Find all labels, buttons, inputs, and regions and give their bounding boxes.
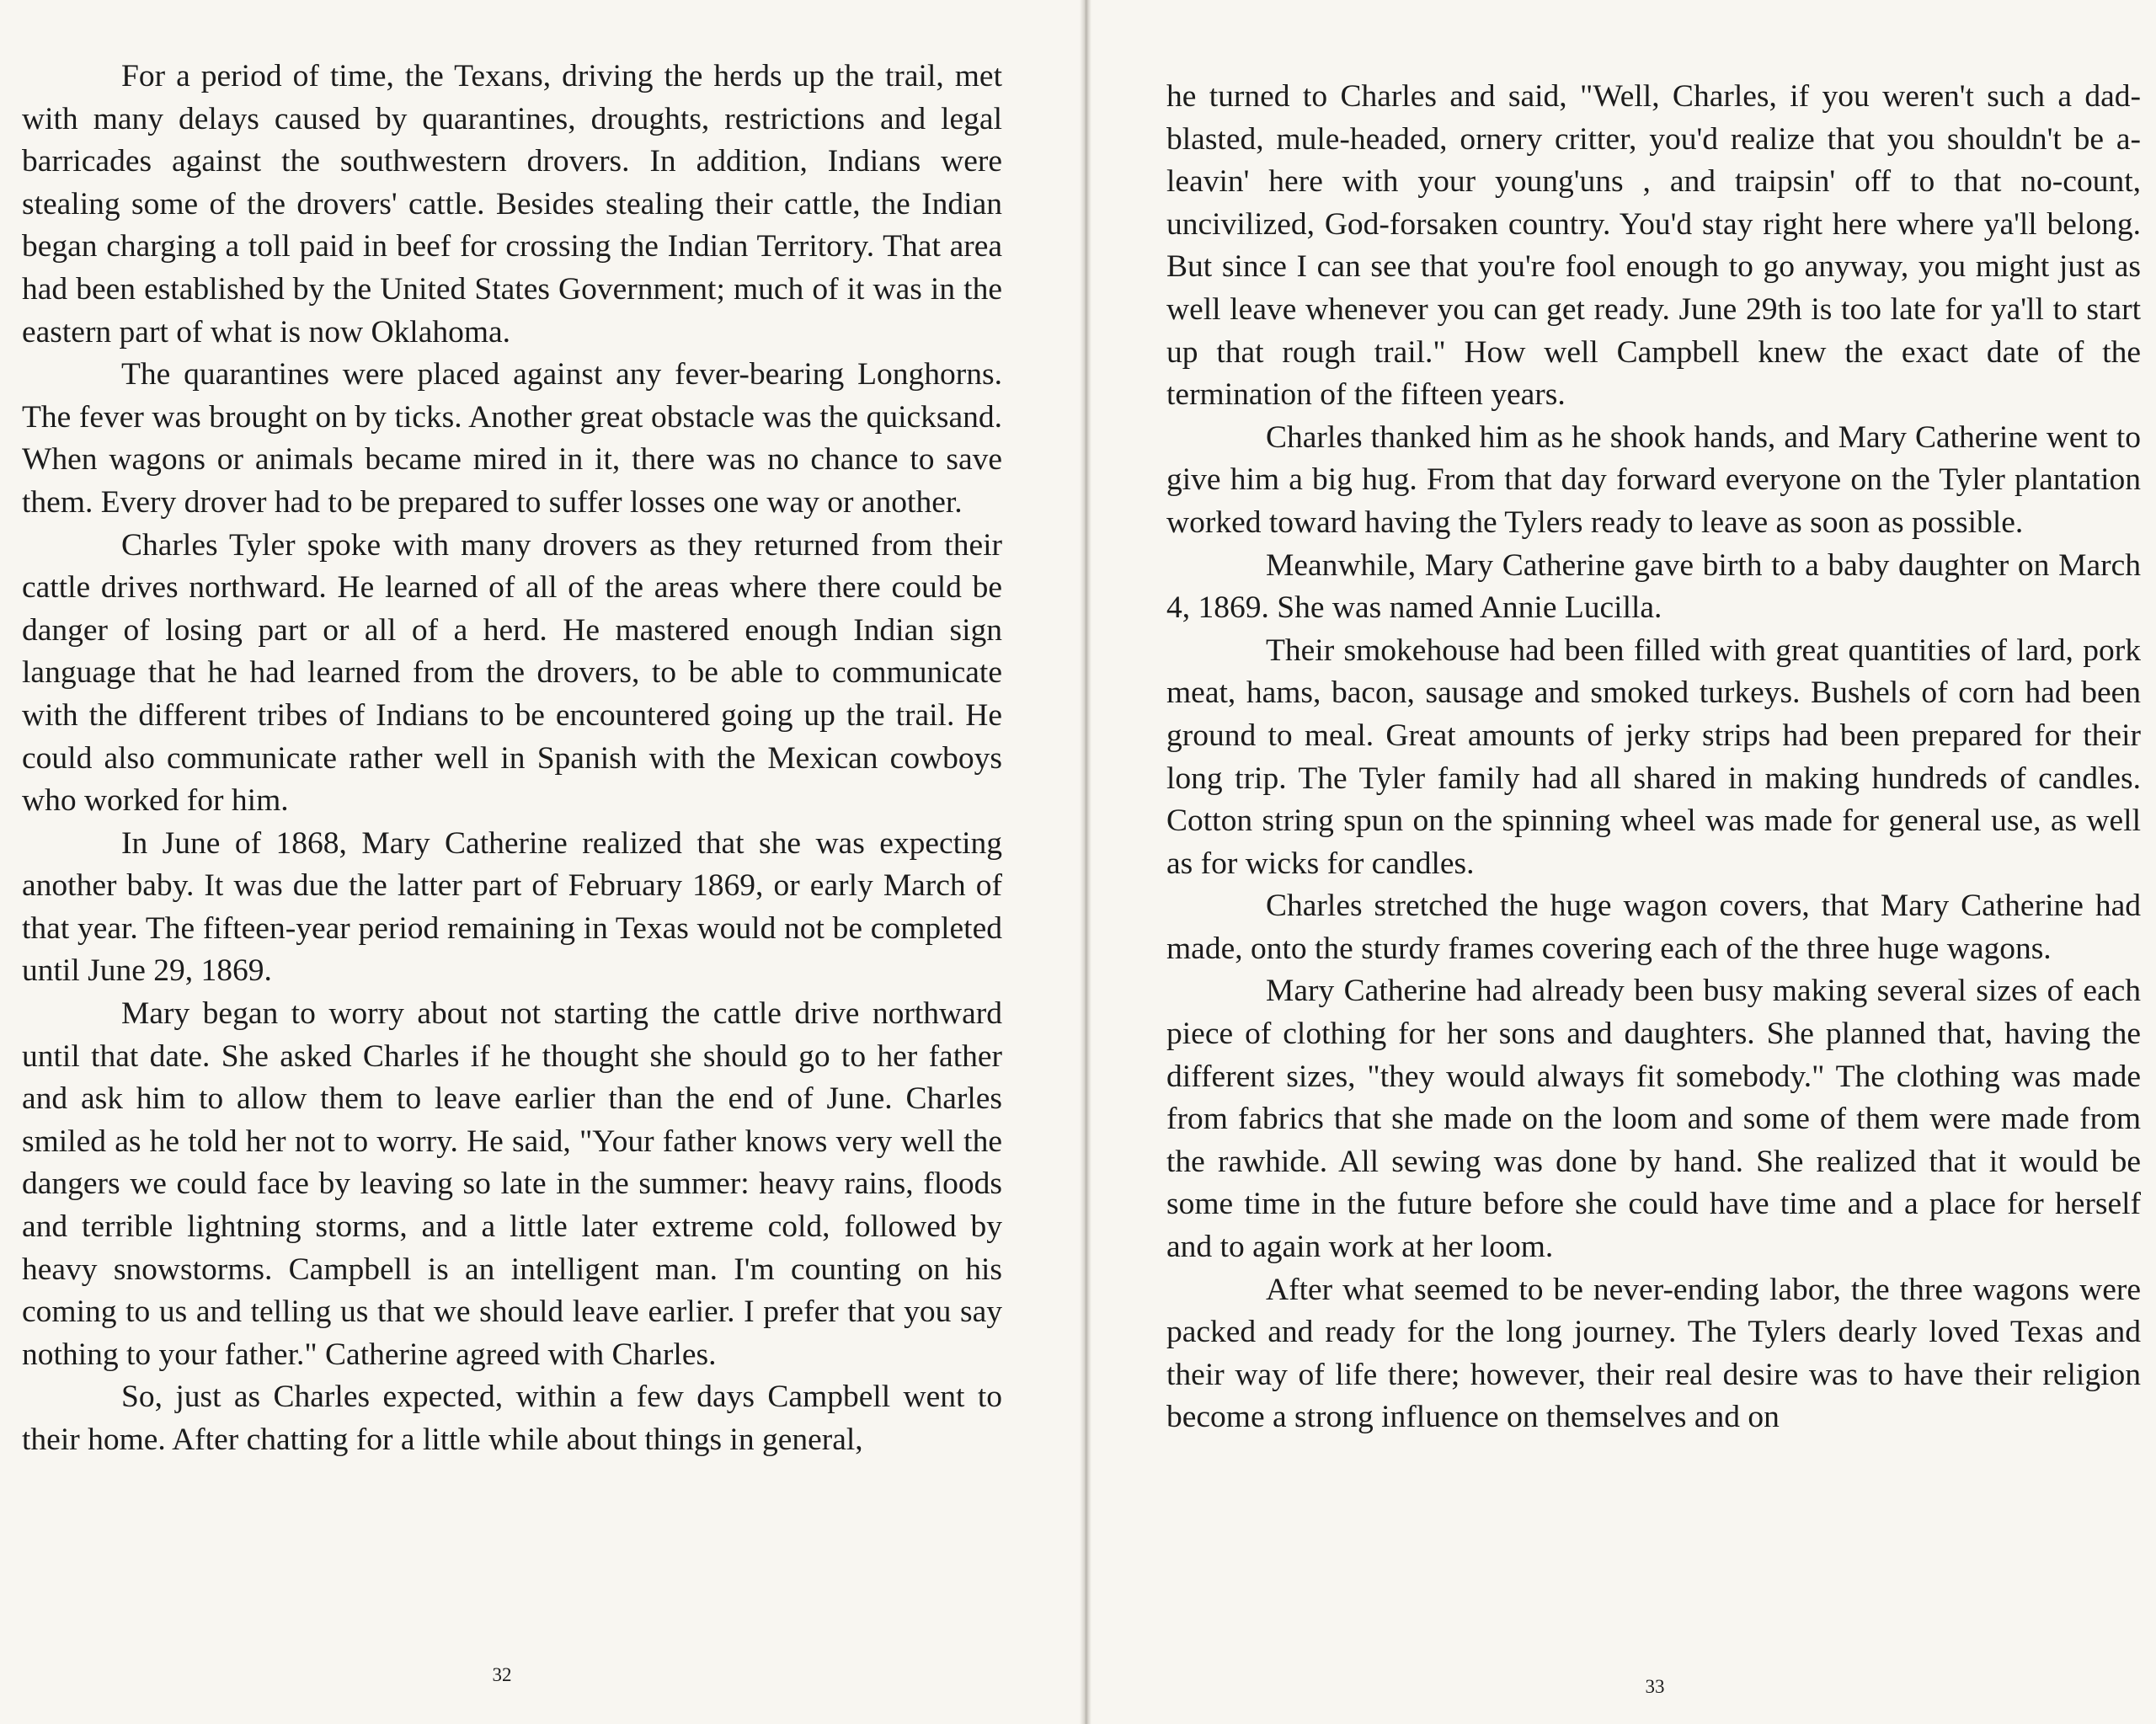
right-page xyxy=(1091,0,2156,1724)
page-number: 33 xyxy=(1645,1676,1665,1697)
paragraph: he turned to Charles and said, "Well, Charles, if you weren't such a dad-blasted, mule-headed, ornery critter, you'd realize that you shouldn't be a-leavin' here with your young'uns , and traipsin' off to that no-count, uncivilized, God-forsaken country. You'd stay right here where ya'll belong. But since I can see that you're fool enough to go anyway, you might just as well leave whenever you can get ready. June 29th is too late for ya'll to start up that rough trail." How well Campbell knew the exact date of the termination of the fifteen years. xyxy=(1166,79,2141,413)
paragraph: Mary began to worry about not starting the cattle drive northward until that date. She asked Charles if he thought she should go to her father and ask him to allow them to leave earlier than the end of June. Charles smiled as he told her not to worry. He said, "Your father knows very well the dangers we could face by leaving so late in the summer: heavy rains, floods and terrible lightning storms, and a little later extreme cold, followed by heavy snowstorms. Campbell is an intelligent man. I'm counting on his coming to us and telling us that we should leave earlier. I prefer that you say nothing to your father." Catherine agreed with Charles. xyxy=(22,996,1002,1372)
paragraph: So, just as Charles expected, within a few days Campbell went to their home. After chatting for a little while about things in general, xyxy=(22,1380,1002,1457)
paragraph: Charles Tyler spoke with many drovers as they returned from their cattle drives northward. He learned of all of the areas where there could be danger of losing part or all of a herd. He mastered enough Indian sign language that he had learned from the drovers, to be able to communicate with the different tribes of Indians to be encountered going up the trail. He could also communicate rather well in Spanish with the Mexican cowboys who worked for him. xyxy=(22,527,1002,819)
book-gutter xyxy=(1080,0,1091,1724)
page-number: 32 xyxy=(492,1664,512,1685)
right-page-text xyxy=(1166,76,2141,1439)
paragraph: For a period of time, the Texans, driving the herds up the trail, met with many delays caused by quarantines, droughts, restrictions and legal barricades against the southwestern drovers. In addition, Indians were stealing some of the drovers' cattle. Besides stealing their cattle, the Indian began charging a toll paid in beef for crossing the Indian Territory. That area had been established by the United States Government; much of it was in the eastern part of what is now Oklahoma. xyxy=(22,59,1002,350)
paragraph: In June of 1868, Mary Catherine realized that she was expecting another baby. It was due the latter part of February 1869, or early March of that year. The fifteen-year period remaining in Texas would not be completed until June 29, 1869. xyxy=(22,825,1002,989)
paragraph: The quarantines were placed against any fever-bearing Longhorns. The fever was brought on by ticks. Another great obstacle was the quicksand. When wagons or animals became mired in it, there was no chance to save them. Every drover had to be prepared to suffer losses one way or another. xyxy=(22,357,1002,520)
paragraph: Charles thanked him as he shook hands, and Mary Catherine went to give him a big hug. From that day forward everyone on the Tyler plantation worked toward having the Tylers ready to leave as soon as possible. xyxy=(1166,419,2141,540)
paragraph: Charles stretched the huge wagon covers, that Mary Catherine had made, onto the sturdy frames covering each of the three huge wagons. xyxy=(1166,889,2141,966)
left-page-text xyxy=(22,56,1002,1462)
paragraph: Meanwhile, Mary Catherine gave birth to a baby daughter on March 4, 1869. She was named Annie Lucilla. xyxy=(1166,547,2141,626)
paragraph: Their smokehouse had been filled with great quantities of lard, pork meat, hams, bacon, sausage and smoked turkeys. Bushels of corn had been ground to meal. Great amounts of jerky strips had been prepared for their long trip. The Tyler family had all shared in making hundreds of candles. Cotton string spun on the spinning wheel was made for general use, as well as for wicks for candles. xyxy=(1166,632,2141,881)
paragraph: After what seemed to be never-ending labor, the three wagons were packed and ready for the long journey. The Tylers dearly loved Texas and their way of life there; however, their real desire was to have their religion become a strong influence on themselves and on xyxy=(1166,1272,2141,1435)
paragraph: Mary Catherine had already been busy making several sizes of each piece of clothing for her sons and daughters. She planned that, having the different sizes, "they would always fit somebody." The clothing was made from fabrics that she made on the loom and some of them were made from the rawhide. All sewing was done by hand. She realized that it would be some time in the future before she could have time and a place for herself and to again work at her loom. xyxy=(1166,974,2141,1265)
